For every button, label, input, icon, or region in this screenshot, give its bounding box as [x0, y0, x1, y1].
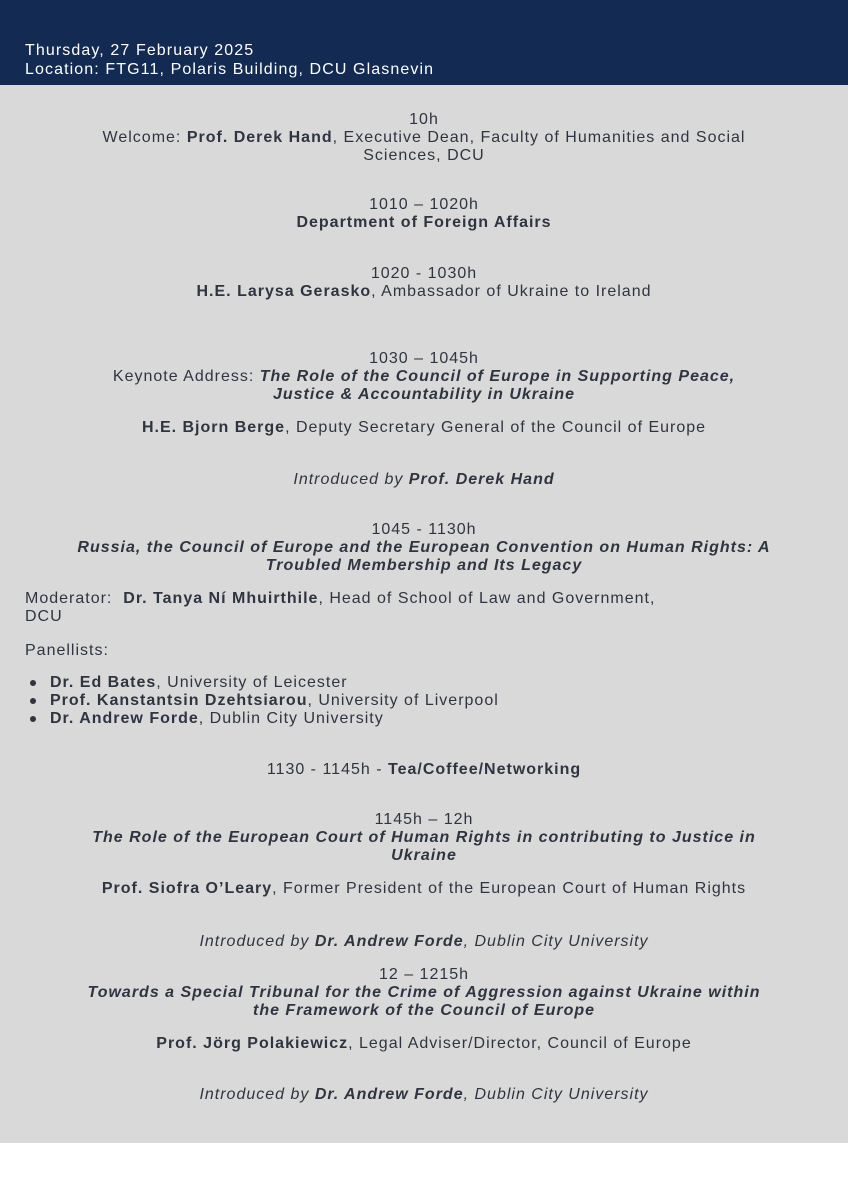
- tribunal-title-cont: the Framework of the Council of Europe: [252, 1002, 596, 1019]
- welcome-role-cont: Sciences, DCU: [363, 147, 485, 164]
- event-date: Thursday, 27 February 2025: [25, 42, 255, 59]
- ambassador-name: H.E. Larysa Gerasko: [196, 283, 372, 300]
- keynote-intro: Introduced by Prof. Derek Hand: [293, 471, 555, 488]
- keynote-title-cont: Justice & Accountability in Ukraine: [272, 386, 576, 403]
- panellists-label: Panellists:: [25, 642, 109, 659]
- tribunal-title: Towards a Special Tribunal for the Crime of Aggression against Ukraine within: [87, 984, 761, 1001]
- list-item: Dr. Ed Bates, University of Leicester: [30, 674, 499, 692]
- keynote-speaker: H.E. Bjorn Berge, Deputy Secretary General of the Council of Europe: [141, 419, 707, 436]
- ambassador-time: 1020 - 1030h: [370, 265, 478, 282]
- echr-title-cont: Ukraine: [391, 847, 457, 864]
- tribunal-intro: Introduced by Dr. Andrew Forde, Dublin City University: [199, 1086, 649, 1103]
- dfa-time: 1010 – 1020h: [369, 196, 479, 213]
- echr-speaker: Prof. Siofra O’Leary, Former President of the European Court of Human Rights: [101, 880, 747, 897]
- keynote-time: 1030 – 1045h: [369, 350, 479, 367]
- break-line: 1130 - 1145h - Tea/Coffee/Networking: [266, 761, 582, 778]
- list-item: Dr. Andrew Forde, Dublin City University: [30, 710, 499, 728]
- welcome-line: Welcome: Prof. Derek Hand, Executive Dean, Faculty of Humanities and Social: [102, 129, 746, 146]
- tribunal-speaker: Prof. Jörg Polakiewicz, Legal Adviser/Director, Council of Europe: [156, 1035, 692, 1052]
- event-location: Location: FTG11, Polaris Building, DCU Glasnevin: [25, 61, 435, 78]
- panel-time: 1045 - 1130h: [371, 521, 477, 538]
- keynote-title: Keynote Address: The Role of the Council of Europe in Supporting Peace,: [112, 368, 736, 385]
- panel-moderator-cont: DCU: [25, 608, 63, 625]
- echr-title: The Role of the European Court of Human Rights in contributing to Justice in: [92, 829, 756, 846]
- ambassador-line: H.E. Larysa Gerasko, Ambassador of Ukraine to Ireland: [196, 283, 652, 300]
- panel-title: Russia, the Council of Europe and the European Convention on Human Rights: A: [77, 539, 771, 556]
- echr-time: 1145h – 12h: [374, 811, 474, 828]
- list-item: Prof. Kanstantsin Dzehtsiarou, University of Liverpool: [30, 692, 499, 710]
- header-bar: [0, 0, 848, 85]
- echr-intro: Introduced by Dr. Andrew Forde, Dublin City University: [199, 933, 649, 950]
- welcome-speaker: Prof. Derek Hand: [186, 129, 333, 146]
- dfa-title: Department of Foreign Affairs: [296, 214, 552, 231]
- panellists-list: [30, 674, 499, 728]
- panel-moderator: Moderator: Dr. Tanya Ní Mhuirthile, Head of School of Law and Government,: [25, 590, 656, 607]
- tribunal-time: 12 – 1215h: [378, 966, 470, 983]
- panel-title-cont: Troubled Membership and Its Legacy: [265, 557, 583, 574]
- welcome-time: 10h: [409, 111, 439, 128]
